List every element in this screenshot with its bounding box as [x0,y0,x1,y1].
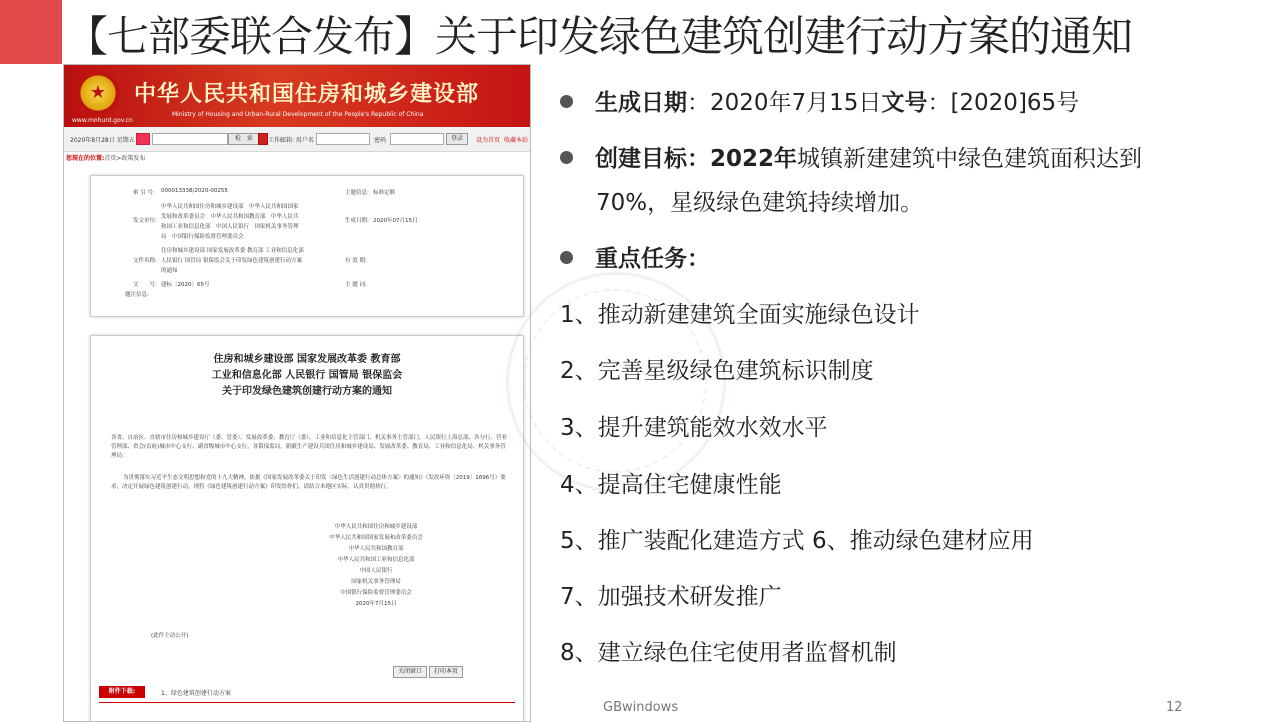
document-metadata [90,175,524,317]
task-item: 1、推动新建建筑全面实施绿色设计 [560,302,920,328]
doc-signature-date: 2020年7月15日 [355,601,397,607]
breadcrumb-path[interactable]: 首页>政策发布 [104,155,146,162]
meta-comment-label: 题注信息: [125,292,149,298]
doc-signature: 中华人民共和国住房和城乡建设部 [334,524,418,530]
summary-goal-row-2: 70%，星级绿色建筑持续增加。 [596,190,924,216]
meta-valid-label: 有 效 期: [345,258,367,264]
meta-issuer-line: 中华人民共和国住房和城乡建设部 中华人民共和国国家 [161,204,299,210]
number-value: ：[2020]65号 [927,90,1080,116]
task-item: 8、建立绿色住宅使用者监督机制 [560,640,897,666]
meta-issuer-line: 局 中国银行保险监督管理委员会 [161,234,244,240]
meta-issuer-line: 和国工业和信息化部 中国人民银行 国家机关事务管理 [161,224,299,230]
number-label: 文号 [881,90,928,116]
meta-number-label: 文 号: [133,282,157,288]
mail-label: 工作邮箱: 用户名 [268,137,314,144]
login-button[interactable]: 登录 [446,133,468,145]
set-home-link[interactable]: 设为首页 [476,137,501,144]
meta-file-label: 文件名称: [133,258,157,264]
doc-signature: 中华人民共和国工业和信息化部 [337,557,415,563]
site-url: www.mohurd.gov.cn [72,117,133,124]
mail-icon [258,133,268,145]
date-value: ：2020年7月15日 [687,90,882,116]
doc-heading-line: 关于印发绿色建筑创建行动方案的通知 [222,386,392,397]
close-window-button[interactable]: 关闭窗口 [393,666,427,678]
print-button[interactable]: 打印本页 [429,666,463,678]
doc-signature: 中国银行保险监督管理委员会 [340,590,412,596]
footer-brand: GBwindows [603,700,679,715]
bullet-icon [560,151,573,164]
doc-paragraph: 各省、自治区、直辖市住房和城乡建设厅（委、管委）、发展改革委、教育厅（委）、工业和信息化主管部门、机关事务主管部门，人民银行上海总部、各分行、营业管理部、省会(首府)城市中心支行、副省级城市中心支行，各银保监局，新疆生产建设兵团住房和城乡建设局、发展改革委、教育局、工业和信息化局、机关事务管理局： [111,435,508,459]
meta-file-line: 人民银行 国管局 银保监会关于印发绿色建筑创建行动方案 [161,258,302,264]
date-label: 生成日期 [595,90,687,116]
attachment-divider [99,702,515,703]
site-banner [64,65,530,127]
meta-number-value: 建标〔2020〕65号 [161,282,210,288]
meta-issuer-label: 发文单位: [133,218,157,224]
doc-signature: 国家机关事务管理局 [351,579,401,585]
password-label: 密码 [374,137,387,144]
summary-date-row [560,84,1079,117]
doc-paragraph: 为贯彻落实习近平生态文明思想和党的十九大精神，依据《国家发展改革委关于印发〈绿色生活创建行动总体方案〉的通知》（发改环资〔2019〕1696号）要求，决定开展绿色建筑创建行动。现将《绿色建筑创建行动方案》印发给你们，请结合本地区实际，认真贯彻执行。 [111,475,506,490]
meta-keyword-label: 主 题 词: [345,282,367,288]
bullet-icon [560,95,573,108]
doc-signature: 中华人民共和国国家发展和改革委员会 [329,535,423,541]
page-number: 12 [1166,700,1183,715]
task-item: 7、加强技术研发推广 [560,584,782,610]
password-input[interactable] [390,133,444,145]
summary-tasks-heading [560,240,710,273]
task-item: 2、完善星级绿色建筑标识制度 [560,358,874,384]
goal-text: 城镇新建建筑中绿色建筑面积达到 [797,146,1143,172]
search-input[interactable] [152,133,228,145]
username-input[interactable] [316,133,370,145]
document-body [90,335,524,722]
meta-file-line: 住房和城乡建设部 国家发展改革委 教育部 工业和信息化部 [161,248,304,254]
search-button[interactable]: 检 索 [228,133,260,145]
breadcrumb [66,153,145,162]
meta-date-value: 2020年07月15日 [373,218,418,224]
doc-signature: 中华人民共和国教育部 [348,546,404,552]
site-english-name: Ministry of Housing and Urban-Rural Development of the People's Republic of China [172,111,424,118]
toolbar-date: 2020年8月28日 星期五 [70,137,135,144]
attachment-label: 附件下载: [99,686,145,698]
meta-topic-label: 主题信息: [345,190,369,196]
meta-index-value: 000013338/2020-00255 [161,188,228,194]
national-emblem-icon: ★ [76,71,120,115]
breadcrumb-prefix: 您现在的位置: [66,155,105,162]
public-note: (此件主动公开) [151,633,189,639]
doc-signature: 中国人民银行 [359,568,393,574]
task-item: 5、推广装配化建造方式 6、推动绿色建材应用 [560,528,1034,554]
search-icon[interactable] [136,133,150,145]
website-screenshot [63,64,531,722]
summary-goal-row [560,140,1142,173]
bullet-icon [560,251,573,264]
title-accent-bar [0,0,62,64]
doc-heading-line: 工业和信息化部 人民银行 国管局 银保监会 [211,370,403,381]
meta-issuer-line: 发展和改革委员会 中华人民共和国教育部 中华人民共 [161,214,299,220]
attachment-link[interactable]: 1、绿色建筑创建行动方案 [161,690,231,697]
site-toolbar [64,127,530,152]
task-item: 3、提升建筑能效水效水平 [560,415,828,441]
goal-year: 2022年 [710,146,798,172]
favorite-link[interactable]: 收藏本站 [504,137,529,144]
meta-index-label: 索 引 号: [133,190,155,196]
goal-label: 创建目标： [595,146,710,172]
meta-topic-value: 标准定额 [373,190,396,196]
meta-file-line: 的通知 [161,268,178,274]
site-name: 中华人民共和国住房和城乡建设部 [134,82,480,107]
slide-title: 【七部委联合发布】关于印发绿色建筑创建行动方案的通知 [66,12,1133,61]
tasks-label: 重点任务： [595,246,710,272]
meta-date-label: 生成日期: [345,218,369,224]
doc-heading-line: 住房和城乡建设部 国家发展改革委 教育部 [213,354,401,365]
task-item: 4、提高住宅健康性能 [560,472,782,498]
